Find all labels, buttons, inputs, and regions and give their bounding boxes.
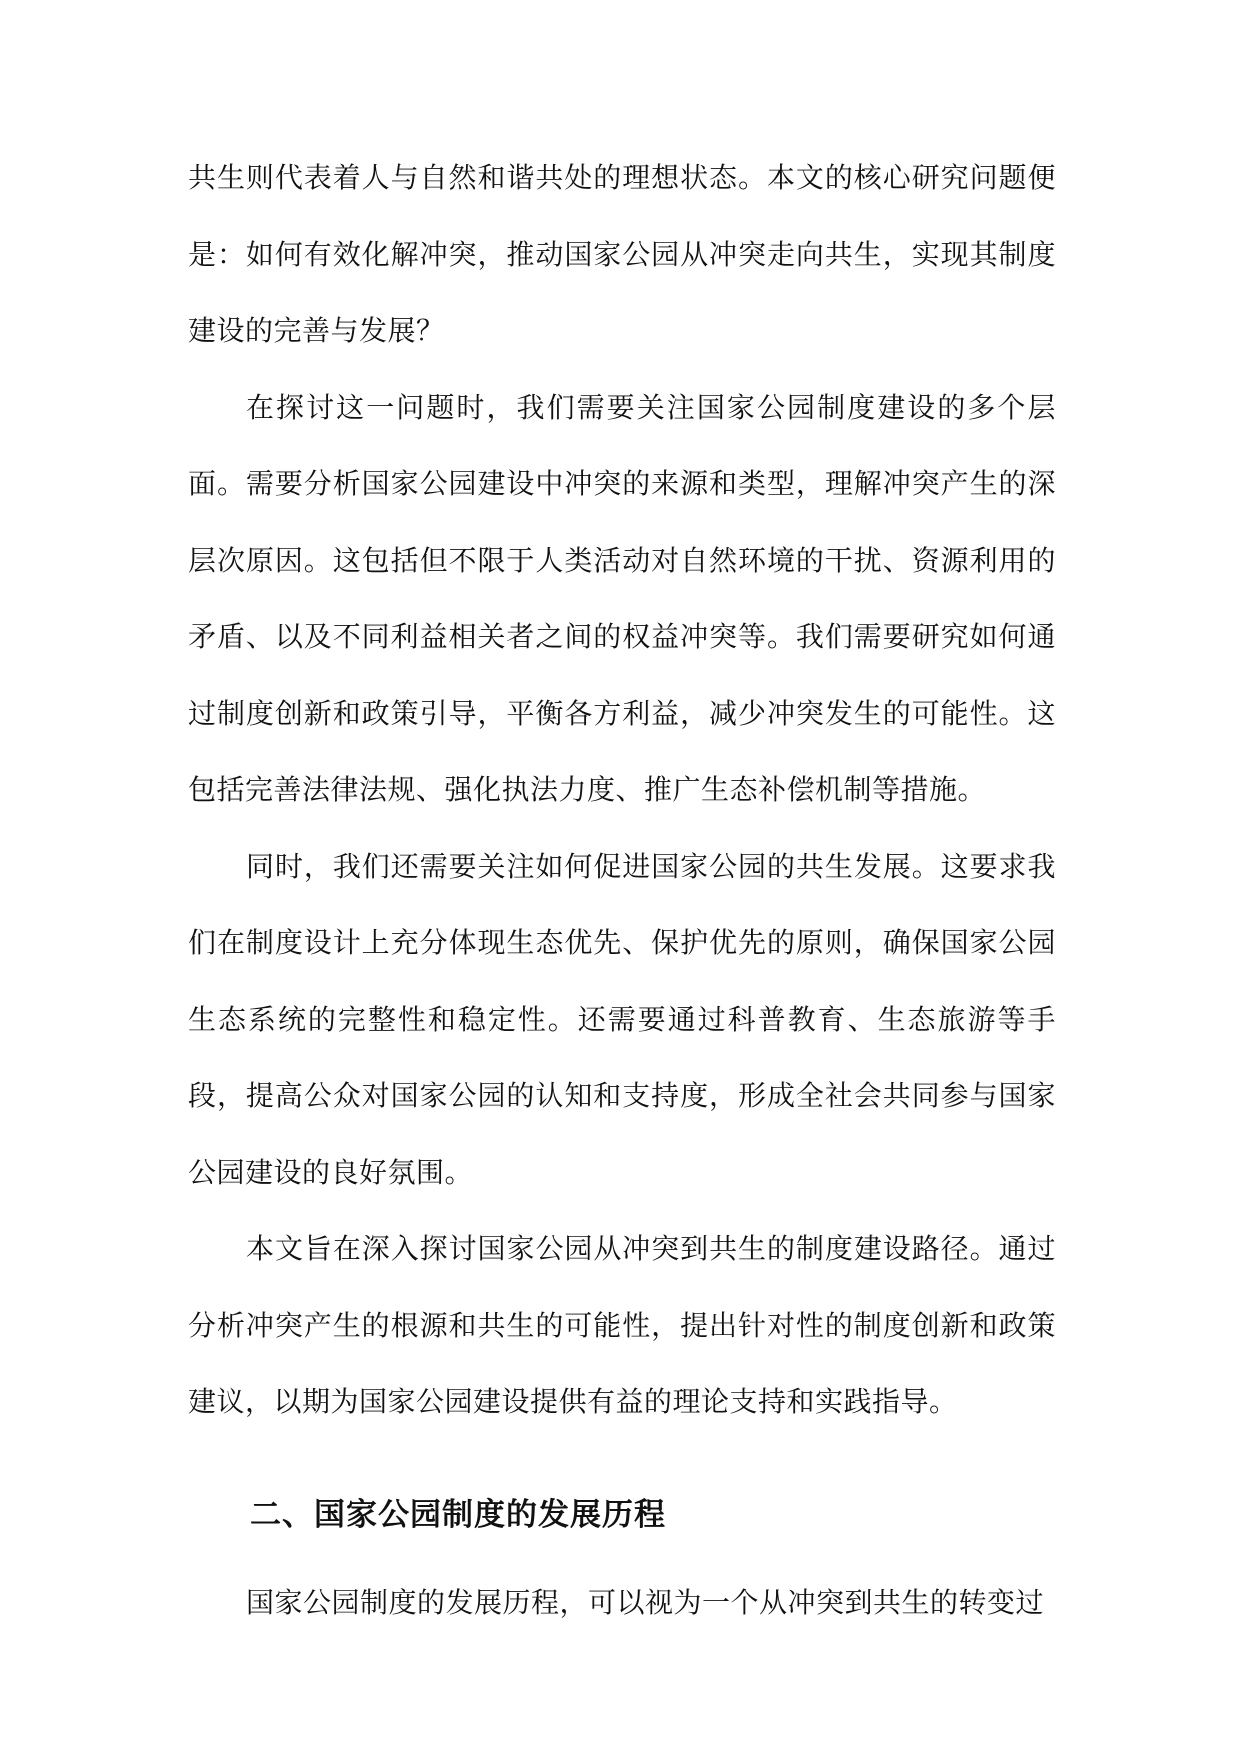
paragraph: 国家公园制度的发展历程，可以视为一个从冲突到共生的转变过 <box>246 1585 1045 1619</box>
paragraph: 在探讨这一问题时，我们需要关注国家公园制度建设的多个层面。需要分析国家公园建设中冲突的来源和类型，理解冲突产生的深层次原因。这包括但不限于人类活动对自然环境的干扰、资源利用的矛盾、以及不同利益相关者之间的权益冲突等。我们需要研究如何通过制度创新和政策引导，平衡各方利益，减少冲突发生的可能性。这包括完善法律法规、强化执法力度、推广生态补偿机制等措施。 <box>188 390 1056 806</box>
document-body <box>188 140 1056 1641</box>
paragraph: 本文旨在深入探讨国家公园从冲突到共生的制度建设路径。通过分析冲突产生的根源和共生的可能性，提出针对性的制度创新和政策建议，以期为国家公园建设提供有益的理论支持和实践指导。 <box>188 1232 1056 1418</box>
paragraph: 同时，我们还需要关注如何促进国家公园的共生发展。这要求我们在制度设计上充分体现生态优先、保护优先的原则，确保国家公园生态系统的完整性和稳定性。还需要通过科普教育、生态旅游等手段，提高公众对国家公园的认知和支持度，形成全社会共同参与国家公园建设的良好氛围。 <box>188 849 1056 1189</box>
section-heading: 二、国家公园制度的发展历程 <box>250 1496 666 1533</box>
paragraph-continuation: 共生则代表着人与自然和谐共处的理想状态。本文的核心研究问题便是：如何有效化解冲突，推动国家公园从冲突走向共生，实现其制度建设的完善与发展？ <box>188 161 1056 347</box>
